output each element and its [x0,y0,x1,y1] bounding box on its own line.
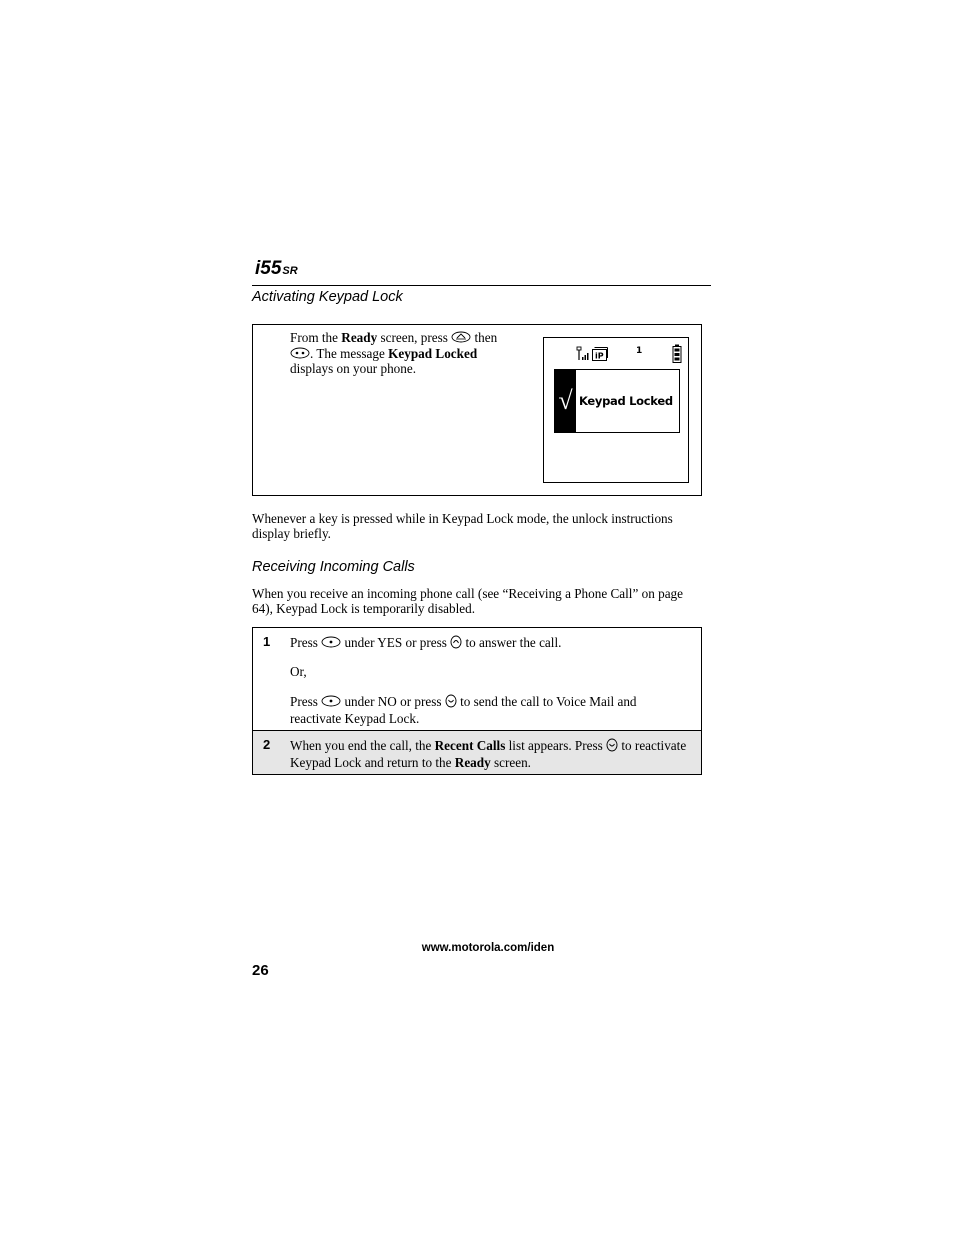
star-key-icon [290,347,310,363]
svg-text:iP: iP [595,351,604,361]
step-part: to send the call to Voice Mail and reactivate Keypad Lock. [290,693,637,726]
step-part: under YES or press [341,634,451,650]
instruction-part: displays on your phone. [290,361,417,377]
step-part: screen. [490,754,531,770]
step-number: 2 [263,737,271,752]
steps-table [252,627,702,775]
step-part: Press [290,634,322,650]
recent-calls-bold: Recent Calls [434,737,506,753]
keypad-note: Whenever a key is pressed while in Keypad Lock mode, the unlock instructions display briefly. [252,511,673,541]
soft-key-icon [321,636,341,652]
end-key-icon [606,738,618,756]
step-part: When you end the call, the [290,737,435,753]
ip-icon [592,347,608,367]
status-bar [576,346,686,362]
step-text-voicemail [290,694,690,726]
step-row [253,731,701,774]
step-part: Press [290,693,322,709]
product-name: i55 [255,258,282,279]
instruction-part: From the [290,330,342,345]
step-part: list appears. Press [505,737,607,753]
keypad-locked-bold: Keypad Locked [388,345,478,361]
section-title-incoming: Receiving Incoming Calls [252,559,415,575]
step-part: to answer the call. [462,634,562,650]
send-key-icon [450,635,462,653]
section-title-activating: Activating Keypad Lock [252,289,403,305]
step-part: under NO or press [341,693,445,709]
menu-key-icon [451,331,471,347]
header-rule [252,285,711,286]
instruction-part: screen, press [377,330,452,345]
instruction-text [290,331,530,377]
ready-bold: Ready [341,330,378,345]
ready-bold: Ready [454,754,491,770]
line-indicator-icon: 1 [636,346,643,356]
product-logo [255,259,298,281]
footer-url: www.motorola.com/iden [421,942,555,954]
locked-message-text: Keypad Locked [579,394,673,408]
step-text-end-call [290,738,690,770]
end-key-icon [445,694,457,712]
step-text-answer [290,635,690,653]
step-row [253,628,701,731]
step-part: to reactivate Keypad Lock and return to the [290,737,687,770]
step-or: Or, [290,664,307,679]
battery-icon [672,344,682,369]
locked-message-box [554,369,680,433]
phone-screen [543,337,689,483]
page-number: 26 [252,962,269,979]
instruction-part: then [471,330,498,345]
check-icon: √ [555,370,576,432]
soft-key-icon [321,695,341,711]
signal-icon [576,346,590,367]
step-number: 1 [263,634,271,649]
incoming-intro: When you receive an incoming phone call (see “Receiving a Phone Call” on page 64), Keypad Lock is temporarily disabled. [252,586,683,616]
instruction-part: . The message [310,345,389,361]
product-suffix: SR [282,265,298,277]
